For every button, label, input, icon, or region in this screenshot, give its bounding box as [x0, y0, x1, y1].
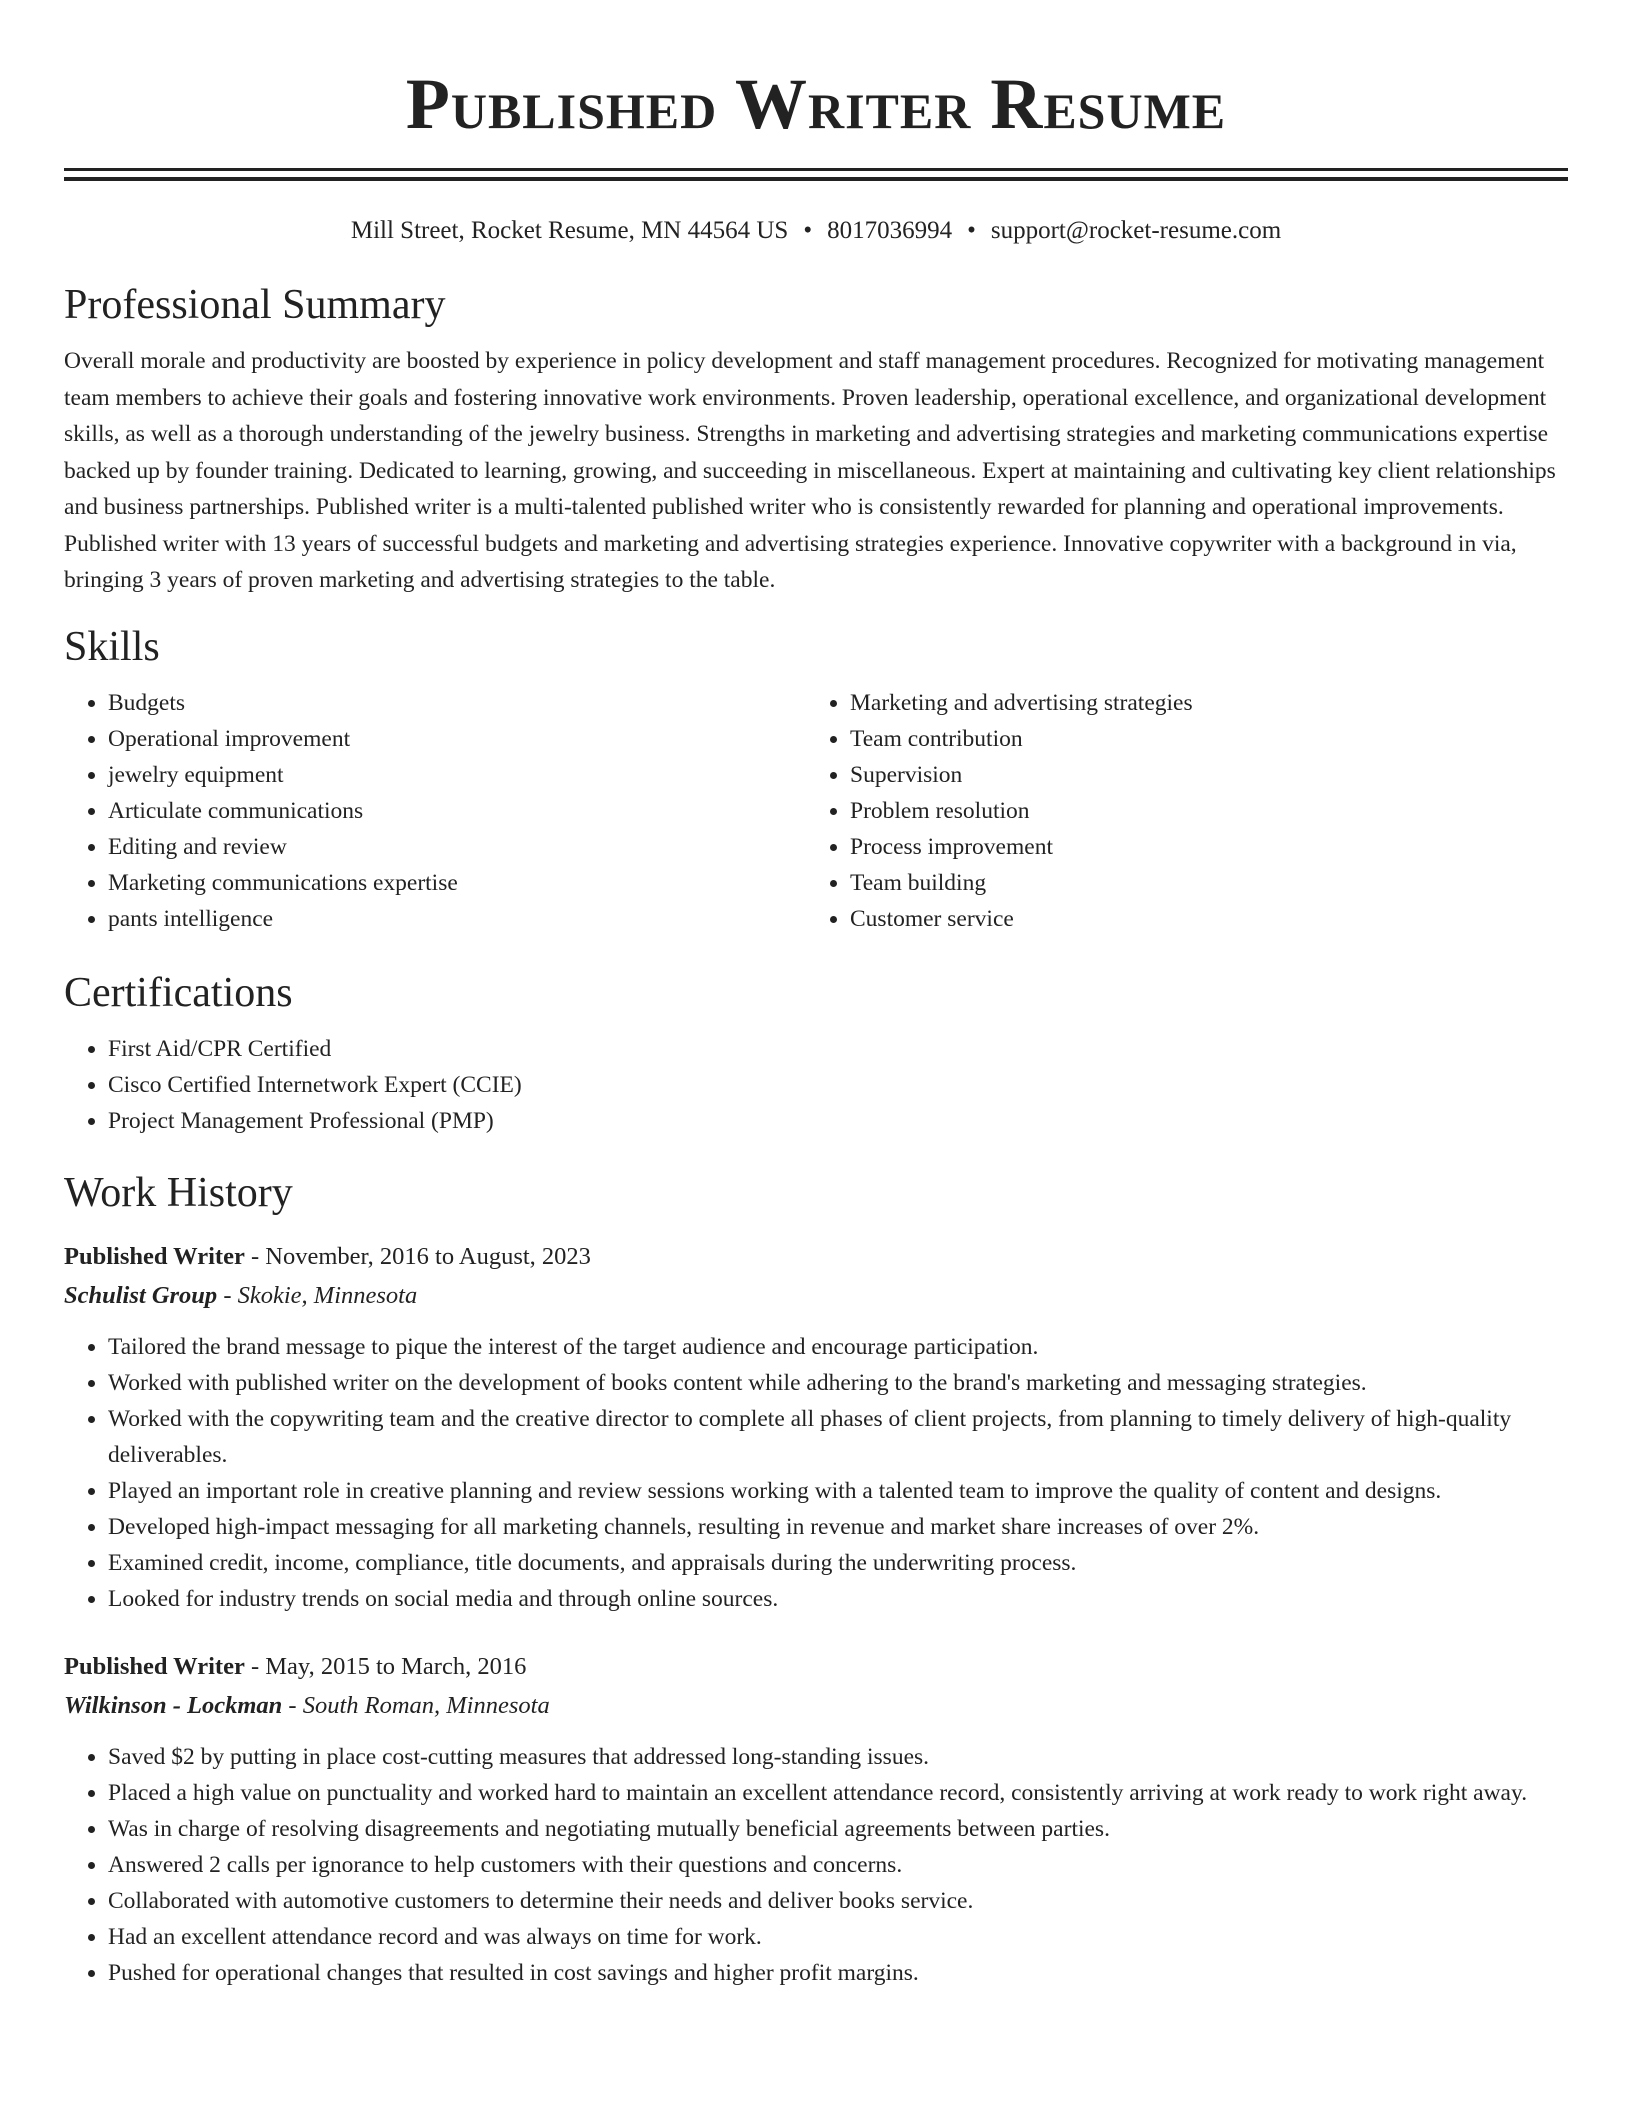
skill-item: • Articulate communications [108, 793, 806, 829]
job-bullet: • Saved $2 by putting in place cost-cutting measures that addressed long-standing issues. [108, 1739, 1568, 1775]
skill-item: • jewelry equipment [108, 757, 806, 793]
skills-column-left [64, 685, 806, 937]
job-dates: November, 2016 to August, 2023 [265, 1242, 591, 1270]
skill-item: • pants intelligence [108, 901, 806, 937]
title-divider-top [64, 168, 1568, 171]
work-history-heading: Work History [64, 1169, 293, 1216]
contact-line [64, 215, 1568, 247]
skill-item: • Team contribution [850, 721, 1548, 757]
job-dash: - [282, 1691, 303, 1719]
job-bullet: • Developed high-impact messaging for all marketing channels, resulting in revenue and market share increases of over 2%. [108, 1509, 1568, 1545]
job-company-line [64, 1686, 1568, 1725]
contact-separator: • [803, 217, 813, 244]
title-divider-bottom [64, 177, 1568, 181]
skills-heading: Skills [64, 623, 160, 670]
skill-item: • Supervision [850, 757, 1548, 793]
job-bullet: • Worked with published writer on the development of books content while adhering to the brand's marketing and messaging strategies. [108, 1365, 1568, 1401]
job-bullet: • Pushed for operational changes that resulted in cost savings and higher profit margins. [108, 1955, 1568, 1991]
job-bullet: • Looked for industry trends on social media and through online sources. [108, 1581, 1568, 1617]
job-location: Skokie, Minnesota [237, 1281, 418, 1309]
job-company: Wilkinson - Lockman [64, 1691, 283, 1719]
skill-item: • Operational improvement [108, 721, 806, 757]
job-title-line [64, 1647, 1568, 1686]
skills-column-right [806, 685, 1548, 937]
certifications-heading: Certifications [64, 969, 293, 1016]
job-bullet: • Worked with the copywriting team and the creative director to complete all phases of client projects, from planning to timely delivery of high-quality deliverables. [108, 1401, 1568, 1473]
certification-item: • Cisco Certified Internetwork Expert (CCIE) [108, 1067, 1568, 1103]
job-dash: - [244, 1652, 266, 1680]
contact-separator: • [967, 217, 976, 244]
contact-address: Mill Street, Rocket Resume, MN 44564 US [350, 217, 789, 244]
skill-item: • Customer service [850, 901, 1548, 937]
job-role: Published Writer [64, 1652, 245, 1680]
job-bullet: • Examined credit, income, compliance, title documents, and appraisals during the underwriting process. [108, 1545, 1568, 1581]
job-location: South Roman, Minnesota [302, 1691, 550, 1719]
job-bullet: • Collaborated with automotive customers to determine their needs and deliver books service. [108, 1883, 1568, 1919]
contact-email: support@rocket-resume.com [990, 217, 1282, 244]
job-dates: May, 2015 to March, 2016 [265, 1652, 527, 1680]
job-company-line [64, 1276, 1568, 1315]
skills-list-right [806, 685, 1548, 937]
job-bullets [64, 1739, 1568, 1991]
skill-item: • Process improvement [850, 829, 1548, 865]
skill-item: • Marketing communications expertise [108, 865, 806, 901]
certifications-list [64, 1031, 1568, 1139]
certification-item: • First Aid/CPR Certified [108, 1031, 1568, 1067]
skill-item: • Problem resolution [850, 793, 1548, 829]
skill-item: • Budgets [108, 685, 806, 721]
skill-item: • Marketing and advertising strategies [850, 685, 1548, 721]
job-bullet: • Placed a high value on punctuality and worked hard to maintain an excellent attendance record, consistently arriving at work ready to work right away. [108, 1775, 1568, 1811]
summary-heading: Professional Summary [64, 282, 446, 328]
skills-grid [64, 685, 1568, 937]
job-dash: - [217, 1281, 238, 1309]
job-entry [64, 1647, 1568, 1991]
skill-item: • Editing and review [108, 829, 806, 865]
contact-phone: 8017036994 [827, 217, 953, 244]
job-bullet: • Tailored the brand message to pique the interest of the target audience and encourage participation. [108, 1329, 1568, 1365]
job-bullets [64, 1329, 1568, 1617]
job-company: Schulist Group [64, 1281, 218, 1309]
job-bullet: • Answered 2 calls per ignorance to help customers with their questions and concerns. [108, 1847, 1568, 1883]
job-bullet: • Played an important role in creative planning and review sessions working with a talented team to improve the quality of content and designs. [108, 1473, 1568, 1509]
page-title: Published Writer Resume [405, 64, 1227, 144]
skill-item: • Team building [850, 865, 1548, 901]
skills-list-left [64, 685, 806, 937]
certification-item: • Project Management Professional (PMP) [108, 1103, 1568, 1139]
job-role: Published Writer [64, 1242, 245, 1270]
job-bullet: • Had an excellent attendance record and was always on time for work. [108, 1919, 1568, 1955]
job-entry [64, 1237, 1568, 1617]
job-dash: - [244, 1242, 266, 1270]
summary-text: Overall morale and productivity are boosted by experience in policy development and staff management procedures. Recognized for motivating management team members to achieve their goals and fostering innovative work environments. Proven leadership, operational excellence, and organizational development skills, as well as a thorough understanding of the jewelry business. Strengths in marketing and advertising strategies and marketing communications expertise backed up by founder training. Dedicated to learning, growing, and succeeding in miscellaneous. Expert at maintaining and cultivating key client relationships and business partnerships. Published writer is a multi-talented published writer who is consistently rewarded for planning and operational improvements. Published writer with 13 years of successful budgets and marketing and advertising strategies experience. Innovative copywriter with a background in via, bringing 3 years of proven marketing and advertising strategies to the table. [64, 348, 1556, 593]
job-bullet: • Was in charge of resolving disagreements and negotiating mutually beneficial agreements between parties. [108, 1811, 1568, 1847]
job-title-line [64, 1237, 1568, 1276]
